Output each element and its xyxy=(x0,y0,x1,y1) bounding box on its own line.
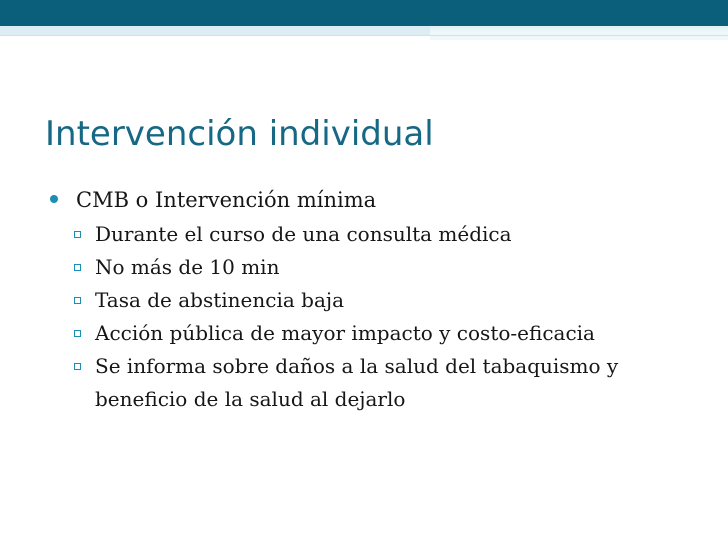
bullet-text: CMB o Intervención mínima xyxy=(76,188,377,212)
sub-bullet-text: Se informa sobre daños a la salud del tabaquismo y beneficio de la salud al dejarlo xyxy=(95,354,619,411)
square-bullet-icon xyxy=(74,363,81,370)
header-accent-left xyxy=(0,26,430,35)
round-bullet-icon xyxy=(50,195,58,203)
slide-title: Intervención individual xyxy=(45,114,434,154)
square-bullet-icon xyxy=(74,231,81,238)
square-bullet-icon xyxy=(74,297,81,304)
sub-bullet-text: No más de 10 min xyxy=(95,255,280,279)
sub-bullet-item xyxy=(46,218,696,251)
sub-bullet-text: Acción pública de mayor impacto y costo-eficacia xyxy=(95,321,595,345)
sub-bullet-item xyxy=(46,350,696,416)
slide-body xyxy=(46,184,696,416)
square-bullet-icon xyxy=(74,330,81,337)
header-accent-line xyxy=(0,35,728,36)
header-band xyxy=(0,0,728,26)
sub-bullet-item xyxy=(46,317,696,350)
header-accent-right xyxy=(430,32,728,40)
sub-bullet-item xyxy=(46,284,696,317)
bullet-level-1 xyxy=(46,184,696,216)
square-bullet-icon xyxy=(74,264,81,271)
sub-bullet-text: Durante el curso de una consulta médica xyxy=(95,222,512,246)
sub-bullet-list xyxy=(46,218,696,416)
sub-bullet-item xyxy=(46,251,696,284)
sub-bullet-text: Tasa de abstinencia baja xyxy=(95,288,345,312)
